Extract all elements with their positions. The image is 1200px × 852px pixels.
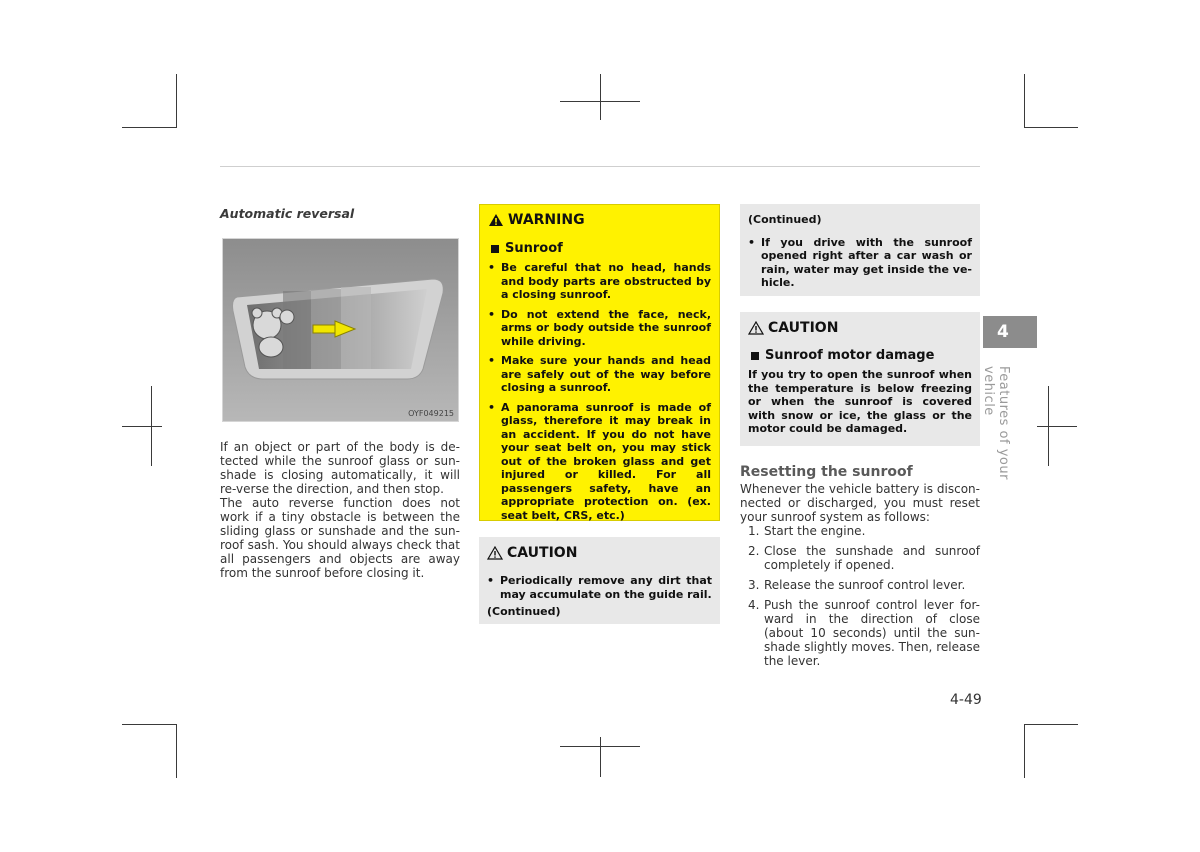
step-item: [748, 578, 980, 592]
resetting-steps: [748, 524, 980, 668]
crop-mark: [1024, 127, 1078, 128]
resetting-intro: Whenever the vehicle battery is discon-nected or discharged, you must reset your sunroof system as follows:: [740, 482, 980, 524]
continued-label: (Continued): [487, 605, 561, 618]
warning-bullet: • Make sure your hands and head are safely out of the way before closing a sunroof.: [488, 354, 711, 395]
crop-mark: [1024, 724, 1025, 778]
crop-mark: [176, 724, 177, 778]
step-number: 3.: [748, 578, 760, 592]
continued-label: (Continued): [748, 213, 822, 226]
step-text: Push the sunroof control lever for-ward in the direction of close (about 10 seconds) until the sun-shade slightly moves. Then, release the lever.: [764, 598, 980, 668]
header-rule: [220, 166, 980, 167]
registration-mark: [600, 737, 601, 777]
caution-icon: [487, 546, 503, 560]
sunroof-illustration: [222, 238, 459, 422]
resetting-heading: Resetting the sunroof: [740, 464, 913, 480]
paragraph: The auto reverse function does not work if a tiny obstacle is between the sliding glass or sunshade and the sun-roof sash. You should always check that all passengers and objects are away from the sunroof before closing it.: [220, 496, 460, 580]
caution-bullet: • Periodically remove any dirt that may accumulate on the guide rail.: [487, 574, 712, 601]
crop-mark: [176, 74, 177, 128]
continued-box: [740, 204, 980, 296]
caution-icon: [748, 321, 764, 335]
step-number: 1.: [748, 524, 760, 538]
chapter-title: Features of your vehicle: [981, 366, 1011, 480]
page-number: 4-49: [950, 692, 982, 708]
registration-mark: [560, 101, 640, 102]
caution-box: [479, 537, 720, 624]
crop-mark: [1024, 724, 1078, 725]
registration-mark: [122, 426, 162, 427]
figure-code: OYF049215: [408, 409, 454, 418]
body-text: [220, 440, 460, 580]
warning-box: [479, 204, 720, 521]
caution-text: If you try to open the sunroof when the temperature is below freezing or when the sunroof is covered with snow or ice, the glass or the motor could be damaged.: [748, 368, 972, 435]
square-bullet-icon: [751, 352, 759, 360]
warning-subheading-text: Sunroof: [505, 241, 563, 256]
warning-icon: [488, 213, 504, 227]
step-item: [748, 544, 980, 572]
crop-mark: [122, 724, 176, 725]
step-number: 2.: [748, 544, 760, 558]
warning-subheading: [488, 241, 711, 256]
square-bullet-icon: [491, 245, 499, 253]
registration-mark: [560, 746, 640, 747]
crop-mark: [1024, 74, 1025, 128]
caution-title-text: CAUTION: [768, 320, 839, 336]
warning-bullet: • Do not extend the face, neck, arms or body outside the sunroof while driving.: [488, 308, 711, 349]
sunroof-drawing: [223, 239, 459, 422]
step-text: Close the sunshade and sunroof completely if opened.: [764, 544, 980, 572]
chapter-tab: 4: [983, 316, 1037, 348]
step-item: [748, 524, 980, 538]
caution-title: [487, 545, 712, 561]
registration-mark: [1037, 426, 1077, 427]
caution-subheading-text: Sunroof motor damage: [765, 348, 935, 363]
continued-bullet: • If you drive with the sunroof opened right after a car wash or rain, water may get inside the ve-hicle.: [748, 236, 972, 290]
warning-bullet: • A panorama sunroof is made of glass, therefore it may break in an accident. If you do not have your seat belt on, you may stick out of the broken glass and get injured or killed. For all passengers safety, have an appropriate protection on. (ex. seat belt, CRS, etc.): [488, 401, 711, 523]
paragraph: If an object or part of the body is de-tected while the sunroof glass or sun-shade is closing automatically, it will re-verse the direction, and then stop.: [220, 440, 460, 496]
section-title: Automatic reversal: [220, 206, 355, 221]
registration-mark: [600, 74, 601, 120]
caution-title: [748, 320, 972, 336]
warning-title-text: WARNING: [508, 212, 585, 228]
warning-bullet: • Be careful that no head, hands and body parts are obstructed by a closing sunroof.: [488, 261, 711, 302]
step-number: 4.: [748, 598, 760, 612]
warning-title: [488, 212, 711, 228]
step-text: Start the engine.: [764, 524, 866, 538]
caution-box: [740, 312, 980, 446]
step-item: [748, 598, 980, 668]
caution-subheading: [748, 348, 972, 363]
caution-title-text: CAUTION: [507, 545, 578, 561]
step-text: Release the sunroof control lever.: [764, 578, 966, 592]
crop-mark: [122, 127, 176, 128]
